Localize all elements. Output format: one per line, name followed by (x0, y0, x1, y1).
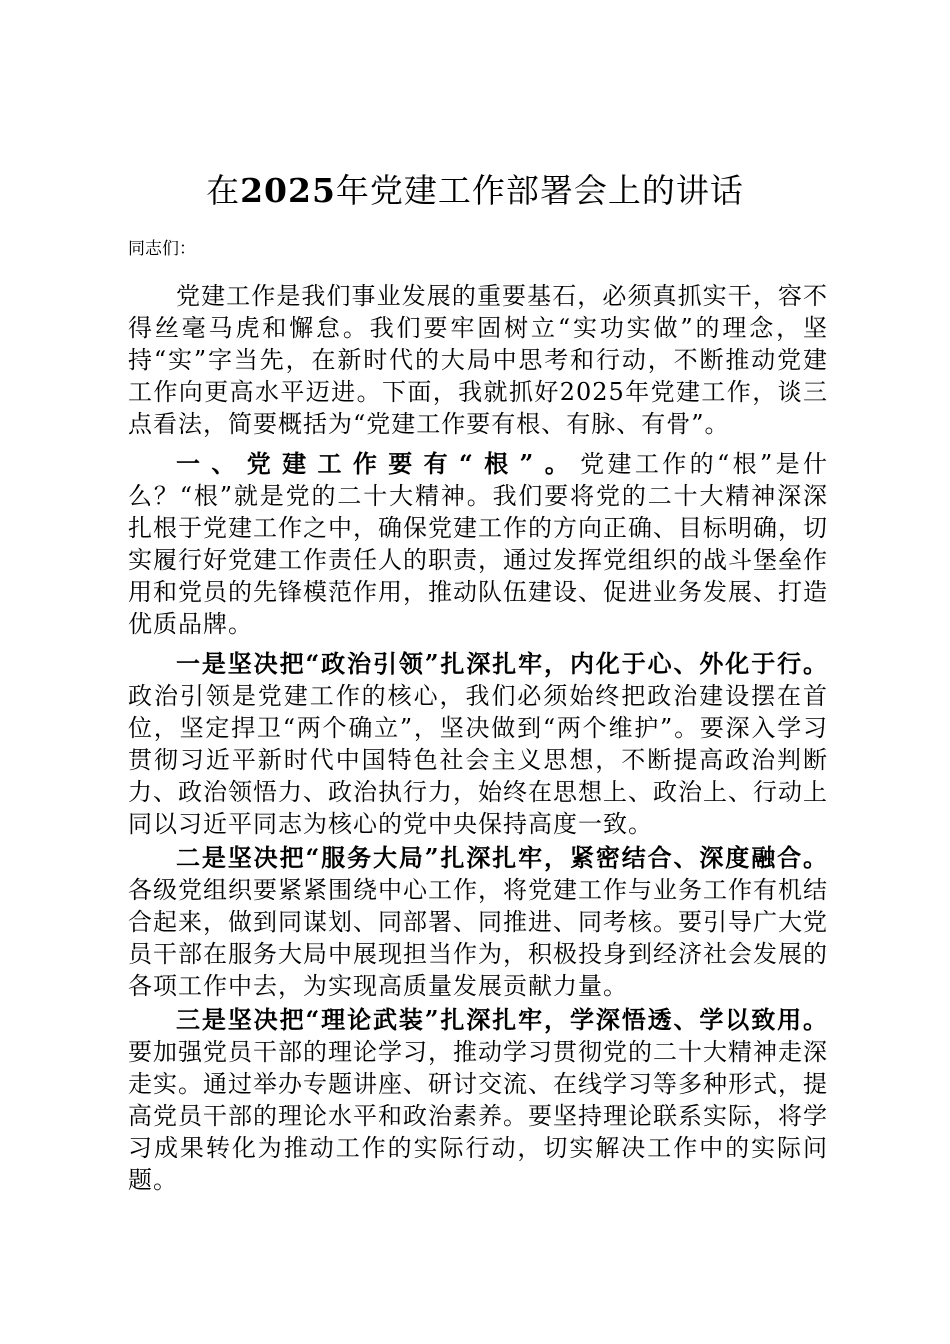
title-suffix: 年党建工作部署会上的讲话 (335, 171, 744, 210)
paragraph-point-three (128, 1004, 828, 1196)
point-one-text: 政治引领是党建工作的核心，我们必须始终把政治建设摆在首位，坚定捍卫“两个确立”，坚决做到“两个维护”。要深入学习贯彻习近平新时代中国特色社会主义思想，不断提高政治判断力、政治领悟力、政治执行力，始终在思想上、政治上、行动上同以习近平同志为核心的党中央保持高度一致。 (128, 682, 828, 838)
point-one-heading: 一是坚决把“政治引领”扎深扎牢，内化于心、外化于行。 (176, 649, 828, 678)
paragraph-section-one (128, 448, 828, 640)
point-three-text: 要加强党员干部的理论学习，推动学习贯彻党的二十大精神走深走实。通过举办专题讲座、研讨交流、在线学习等多种形式，提高党员干部的理论水平和政治素养。要坚持理论联系实际，将学习成果转化为推动工作的实际行动，切实解决工作中的实际问题。 (128, 1038, 828, 1194)
point-two-text: 各级党组织要紧紧围绕中心工作，将党建工作与业务工作有机结合起来，做到同谋划、同部署、同推进、同考核。要引导广大党员干部在服务大局中展现担当作为，积极投身到经济社会发展的各项工作中去，为实现高质量发展贡献力量。 (128, 876, 828, 1000)
title-prefix: 在 (206, 171, 241, 210)
paragraph-point-two (128, 842, 828, 1002)
point-three-heading: 三是坚决把“理论武装”扎深扎牢，学深悟透、学以致用。 (176, 1005, 828, 1034)
paragraph-intro-text: 党建工作是我们事业发展的重要基石，必须真抓实干，容不得丝毫马虎和懈怠。我们要牢固树立“实功实做”的理念，坚持“实”字当先，在新时代的大局中思考和行动，不断推动党建工作向更高水平迈进。下面，我就抓好2025年党建工作，谈三点看法，简要概括为“党建工作要有根、有脉、有骨”。 (128, 282, 828, 438)
section-one-heading: 一、党建工作要有“根”。 (176, 449, 581, 478)
paragraph-point-one (128, 648, 828, 840)
paragraph-intro (128, 280, 828, 440)
salutation: 同志们： (128, 239, 196, 259)
point-two-heading: 二是坚决把“服务大局”扎深扎牢，紧密结合、深度融合。 (176, 843, 828, 872)
document-title (0, 168, 950, 214)
section-one-text: 党建工作的“根”是什么？“根”就是党的二十大精神。我们要将党的二十大精神深深扎根于党建工作之中，确保党建工作的方向正确、目标明确，切实履行好党建工作责任人的职责，通过发挥党组织的战斗堡垒作用和党员的先锋模范作用，推动队伍建设、促进业务发展、打造优质品牌。 (128, 450, 828, 638)
title-year: 2025 (240, 171, 336, 210)
